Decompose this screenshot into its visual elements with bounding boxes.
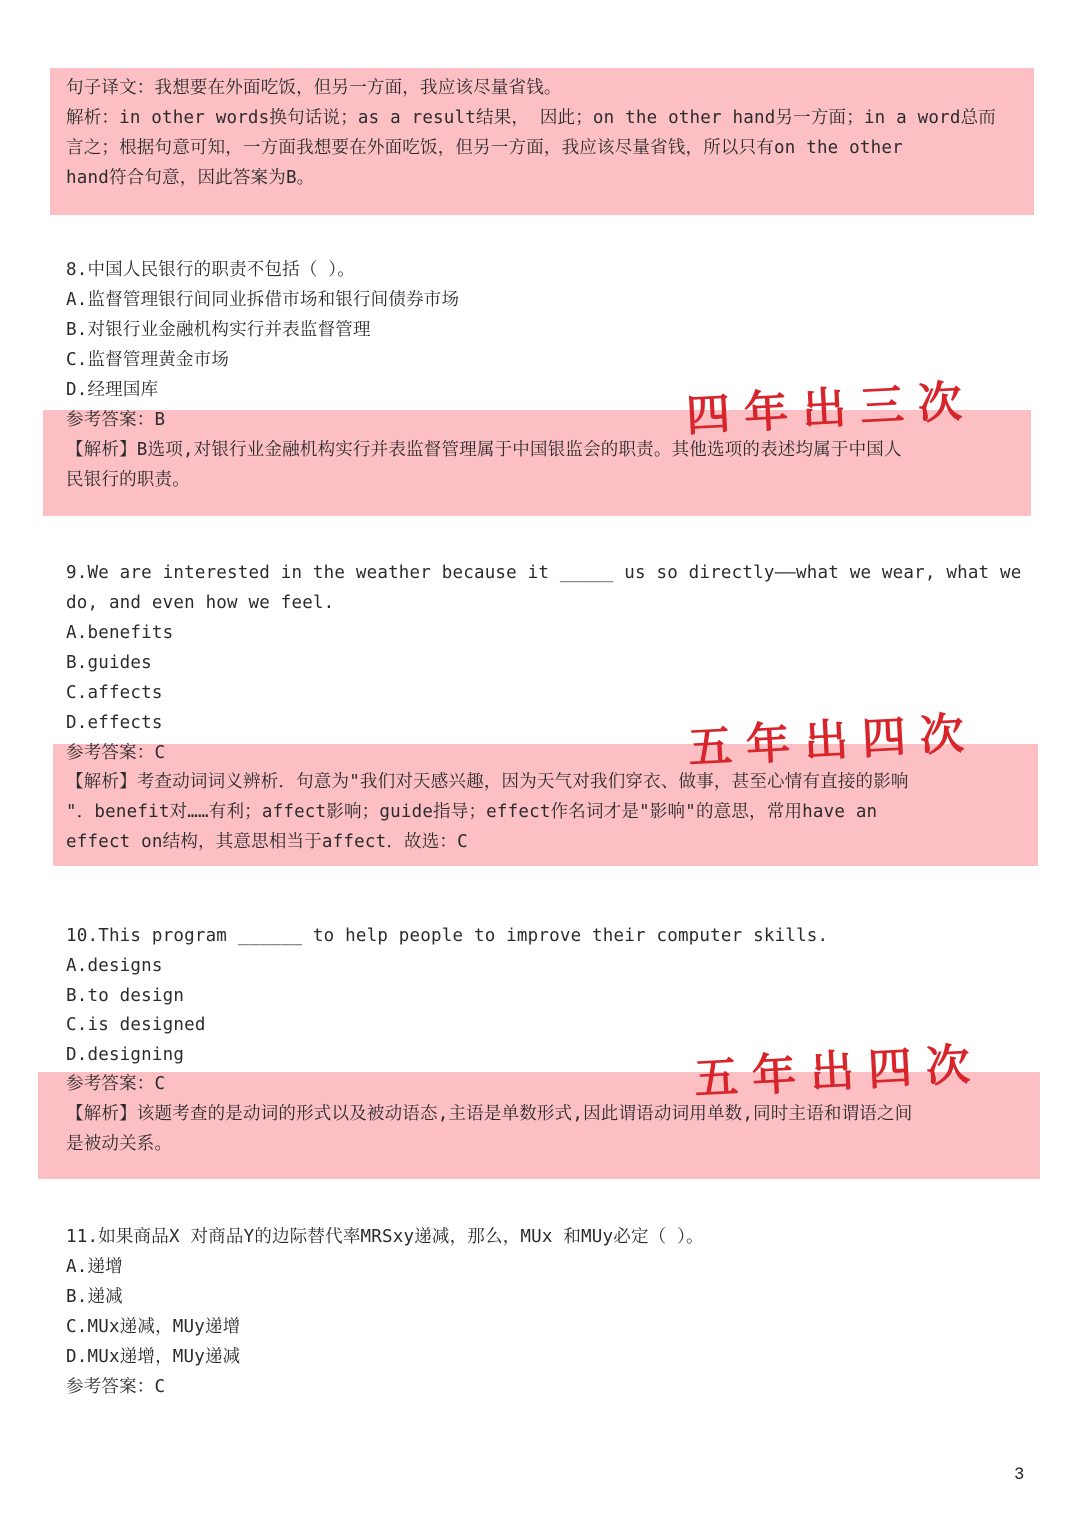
q9-stem-line: 9.We are interested in the weather because it _____ us so directly——what we wear, what we <box>66 563 1022 583</box>
q11-option-c: C.MUx递减，MUy递增 <box>66 1317 241 1337</box>
q9-answer: 参考答案：C <box>66 743 166 763</box>
q8-stem: 8.中国人民银行的职责不包括（ ）。 <box>66 260 355 280</box>
q9-option-c: C.affects <box>66 683 163 703</box>
page-number: 3 <box>1014 1464 1024 1483</box>
q11-stem: 11.如果商品X 对商品Y的边际替代率MRSxy递减，那么，MUx 和MUy必定（ ）。 <box>66 1227 704 1247</box>
q9-handwritten-note: 五年出四次 <box>686 707 980 774</box>
q9-option-d: D.effects <box>66 713 163 733</box>
q7-analysis-line: 言之；根据句意可知，一方面我想要在外面吃饭，但另一方面，我应该尽量省钱，所以只有on the other <box>66 138 903 158</box>
q8-analysis-line: 【解析】B选项,对银行业金融机构实行并表监督管理属于中国银监会的职责。其他选项的表述均属于中国人 <box>66 440 902 460</box>
q9-analysis-line: 【解析】考查动词词义辨析．句意为"我们对天感兴趣，因为天气对我们穿衣、做事，甚至心情有直接的影响 <box>66 772 909 792</box>
q10-handwritten-note: 五年出四次 <box>692 1038 986 1105</box>
q7-analysis-line: 解析：in other words换句话说；as a result结果， 因此；on the other hand另一方面；in a word总而 <box>66 108 996 128</box>
q9-analysis-line: "．benefit对……有利；affect影响；guide指导；effect作名词才是"影响"的意思，常用have an <box>66 802 878 822</box>
q8-option-b: B.对银行业金融机构实行并表监督管理 <box>66 320 371 340</box>
q10-option-c: C.is designed <box>66 1015 206 1035</box>
q8-option-a: A.监督管理银行间同业拆借市场和银行间债券市场 <box>66 290 460 310</box>
q9-stem-line: do, and even how we feel. <box>66 593 335 613</box>
q11-option-a: A.递增 <box>66 1257 123 1277</box>
q10-answer: 参考答案：C <box>66 1074 166 1094</box>
q8-option-d: D.经理国库 <box>66 380 159 400</box>
q9-analysis-line: effect on结构，其意思相当于affect．故选：C <box>66 832 468 852</box>
q9-option-a: A.benefits <box>66 623 174 643</box>
q8-analysis-line: 民银行的职责。 <box>66 470 190 490</box>
q9-option-b: B.guides <box>66 653 152 673</box>
q10-analysis-line: 【解析】该题考查的是动词的形式以及被动语态,主语是单数形式,因此谓语动词用单数,同时主语和谓语之间 <box>66 1104 913 1124</box>
q11-answer: 参考答案：C <box>66 1377 166 1397</box>
q8-answer: 参考答案：B <box>66 410 166 430</box>
q10-stem: 10.This program ______ to help people to improve their computer skills. <box>66 926 829 946</box>
q11-option-b: B.递减 <box>66 1287 123 1307</box>
q8-option-c: C.监督管理黄金市场 <box>66 350 230 370</box>
q10-analysis-line: 是被动关系。 <box>66 1134 173 1154</box>
q7-analysis-line: hand符合句意，因此答案为B。 <box>66 168 315 188</box>
q8-handwritten-note: 四年出三次 <box>684 375 978 442</box>
q10-option-b: B.to design <box>66 986 185 1006</box>
q11-option-d: D.MUx递增，MUy递减 <box>66 1347 241 1367</box>
q7-translation: 句子译文：我想要在外面吃饭，但另一方面，我应该尽量省钱。 <box>66 78 562 98</box>
q10-option-d: D.designing <box>66 1045 185 1065</box>
q10-option-a: A.designs <box>66 956 163 976</box>
